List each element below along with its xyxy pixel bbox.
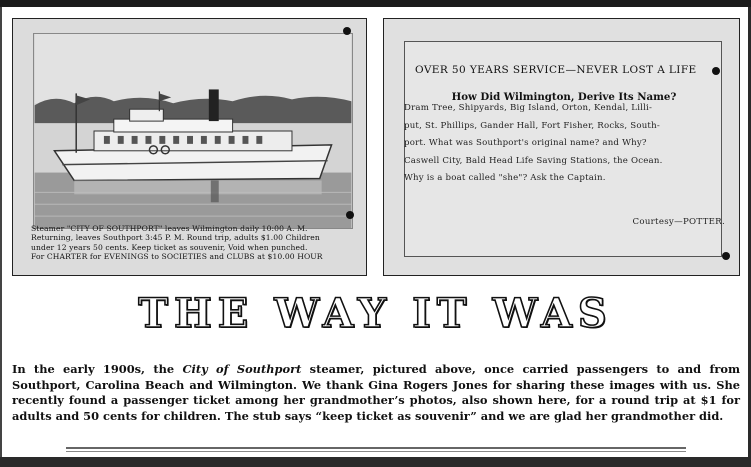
photo-clipping — [12, 18, 367, 276]
article-text — [12, 362, 740, 424]
ticket-line: Why is a boat called "she"? Ask the Captain. — [404, 173, 606, 184]
tack-hole-icon — [346, 211, 354, 219]
article-rest: steamer, pictured above, once carried passengers to and from Southport, Carolina Beach and Wilmington. We thank Gina Rogers Jones for sharing these images with us. She recently found a passenger ticket among her grandmother’s photos, also shown here, for a round trip at $1 for adults and 50 cents for children. The stub says “keep ticket as souvenir” and we are glad her grandmother did. — [12, 362, 740, 423]
bottom-border — [0, 457, 751, 467]
ticket-clipping — [383, 18, 740, 276]
steamer-caption — [31, 224, 361, 262]
ticket-question: How Did Wilmington, Derive Its Name? — [451, 91, 677, 103]
ticket-body — [404, 100, 700, 188]
page-title: THE WAY IT WAS — [138, 290, 613, 337]
top-border — [0, 0, 751, 7]
tack-hole-icon — [343, 27, 351, 35]
ticket-headline: OVER 50 YEARS SERVICE—NEVER LOST A LIFE — [415, 64, 697, 76]
ticket-line: Caswell City, Bald Head Life Saving Stations, the Ocean. — [404, 155, 663, 166]
tack-hole-icon — [712, 67, 720, 75]
ship-name: City of Southport — [182, 362, 302, 376]
ticket-line: Dram Tree, Shipyards, Big Island, Orton, Kendal, Lilli- — [404, 103, 653, 113]
caption-line: Returning, leaves Southport 3:45 P. M. Round trip, adults $1.00 Children — [31, 233, 320, 243]
ticket-credit: Courtesy—POTTER. — [632, 217, 725, 227]
ticket-line: put, St. Phillips, Gander Hall, Fort Fisher, Rocks, South- — [404, 120, 660, 131]
caption-line: For CHARTER for EVENINGS to SOCIETIES and CLUBS at $10.00 HOUR — [31, 252, 323, 262]
divider — [66, 447, 686, 449]
caption-line: under 12 years 50 cents. Keep ticket as souvenir, Void when punched. — [31, 242, 308, 252]
tack-hole-icon — [722, 252, 730, 260]
steamer-boat-photo — [33, 33, 353, 229]
divider — [66, 451, 686, 452]
article-lead: In the early 1900s, the — [12, 362, 183, 376]
left-edge — [0, 7, 2, 467]
caption-line: Steamer "CITY OF SOUTHPORT" leaves Wilmington daily 10:00 A. M. — [31, 224, 308, 233]
steamer-boat-illustration — [34, 34, 352, 228]
ticket-line: port. What was Southport's original name? and Why? — [404, 138, 647, 149]
